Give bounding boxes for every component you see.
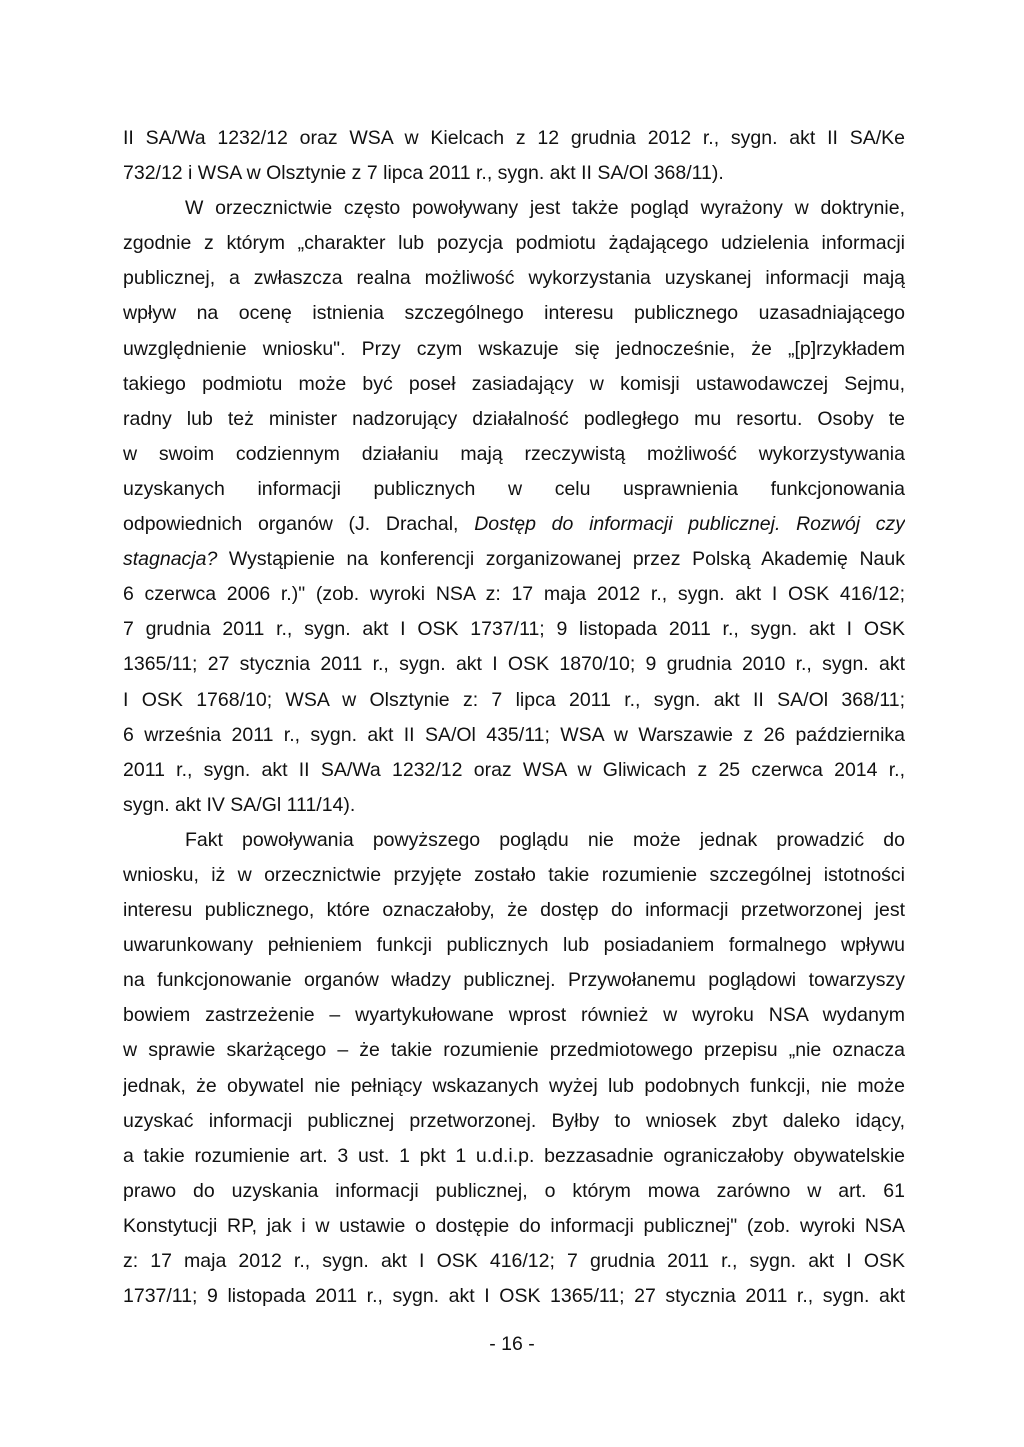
paragraph-start-line: Fakt powoływania powyższego poglądu nie może jednak prowadzić do bbox=[185, 828, 905, 851]
text-line: I OSK 1768/10; WSA w Olsztynie z: 7 lipca 2011 r., sygn. akt II SA/Ol 368/11; bbox=[123, 688, 905, 711]
text-line: z: 17 maja 2012 r., sygn. akt I OSK 416/12; 7 grudnia 2011 r., sygn. akt I OSK bbox=[123, 1250, 905, 1272]
text-line: uwarunkowany pełnieniem funkcji publicznych lub posiadaniem formalnego wpływu bbox=[123, 934, 905, 957]
text-line: bowiem zastrzeżenie – wyartykułowane wprost również w wyroku NSA wydanym bbox=[123, 1004, 905, 1027]
text-line: sygn. akt IV SA/Gl 111/14). bbox=[123, 793, 356, 816]
text-line: uzyskać informacji publicznej przetworzonej. Byłby to wniosek zbyt daleko idący, bbox=[123, 1109, 905, 1132]
text-line: 1737/11; 9 listopada 2011 r., sygn. akt I OSK 1365/11; 27 stycznia 2011 r., sygn. akt bbox=[123, 1285, 905, 1308]
text-line: w swoim codziennym działaniu mają rzeczywistą możliwość wykorzystywania bbox=[123, 442, 905, 465]
italic-title: stagnacja? bbox=[123, 548, 218, 571]
text-line: publicznej, a zwłaszcza realna możliwość wykorzystania uzyskanej informacji mają bbox=[123, 267, 905, 290]
paragraph-start-line: W orzecznictwie często powoływany jest także pogląd wyrażony w doktrynie, bbox=[185, 197, 905, 220]
text-segment: Wystąpienie na konferencji zorganizowanej przez Polską Akademię Nauk bbox=[217, 548, 905, 571]
text-line-with-italic-title bbox=[123, 542, 905, 577]
text-line: wniosku, iż w orzecznictwie przyjęte zostało takie rozumienie szczególnej istotności bbox=[123, 863, 905, 886]
text-line: zgodnie z którym „charakter lub pozycja podmiotu żądającego udzielenia informacji bbox=[123, 232, 905, 255]
text-line: Konstytucji RP, jak i w ustawie o dostępie do informacji publicznej" (zob. wyroki NSA bbox=[123, 1214, 905, 1237]
text-line: 7 grudnia 2011 r., sygn. akt I OSK 1737/11; 9 listopada 2011 r., sygn. akt I OSK bbox=[123, 618, 905, 641]
text-line: prawo do uzyskania informacji publicznej, o którym mowa zarówno w art. 61 bbox=[123, 1179, 905, 1202]
text-segment: odpowiednich organów (J. Drachal, bbox=[123, 513, 475, 536]
page-number: - 16 - bbox=[489, 1333, 535, 1355]
text-line: 732/12 i WSA w Olsztynie z 7 lipca 2011 r., sygn. akt II SA/Ol 368/11). bbox=[123, 162, 724, 185]
text-line: uwzględnienie wniosku". Przy czym wskazuje się jednocześnie, że „[p]rzykładem bbox=[123, 337, 905, 360]
italic-title: Dostęp do informacji publicznej. Rozwój czy bbox=[474, 513, 905, 536]
text-line: w sprawie skarżącego – że takie rozumienie przedmiotowego przepisu „nie oznacza bbox=[123, 1039, 905, 1062]
body-text bbox=[123, 121, 905, 1314]
text-line: uzyskanych informacji publicznych w celu usprawnienia funkcjonowania bbox=[123, 477, 905, 500]
text-line: jednak, że obywatel nie pełniący wskazanych wyżej lub podobnych funkcji, nie może bbox=[123, 1074, 905, 1097]
text-line: II SA/Wa 1232/12 oraz WSA w Kielcach z 12 grudnia 2012 r., sygn. akt II SA/Ke bbox=[123, 127, 905, 149]
text-line: takiego podmiotu może być poseł zasiadający w komisji ustawodawczej Sejmu, bbox=[123, 372, 905, 395]
text-line: 6 września 2011 r., sygn. akt II SA/Ol 435/11; WSA w Warszawie z 26 października bbox=[123, 723, 905, 746]
text-line: wpływ na ocenę istnienia szczególnego interesu publicznego uzasadniającego bbox=[123, 302, 905, 325]
text-line: 1365/11; 27 stycznia 2011 r., sygn. akt I OSK 1870/10; 9 grudnia 2010 r., sygn. akt bbox=[123, 653, 905, 676]
text-line-with-italic-title bbox=[123, 507, 905, 542]
text-line: interesu publicznego, które oznaczałoby, że dostęp do informacji przetworzonej jest bbox=[123, 899, 905, 922]
text-line: na funkcjonowanie organów władzy publicznej. Przywołanemu poglądowi towarzyszy bbox=[123, 969, 905, 992]
text-line: a takie rozumienie art. 3 ust. 1 pkt 1 u.d.i.p. bezzasadnie ograniczałoby obywatelskie bbox=[123, 1144, 905, 1167]
text-line: radny lub też minister nadzorujący działalność podległego mu resortu. Osoby te bbox=[123, 407, 905, 430]
text-line: 6 czerwca 2006 r.)" (zob. wyroki NSA z: 17 maja 2012 r., sygn. akt I OSK 416/12; bbox=[123, 583, 905, 606]
text-line: 2011 r., sygn. akt II SA/Wa 1232/12 oraz WSA w Gliwicach z 25 czerwca 2014 r., bbox=[123, 758, 905, 781]
